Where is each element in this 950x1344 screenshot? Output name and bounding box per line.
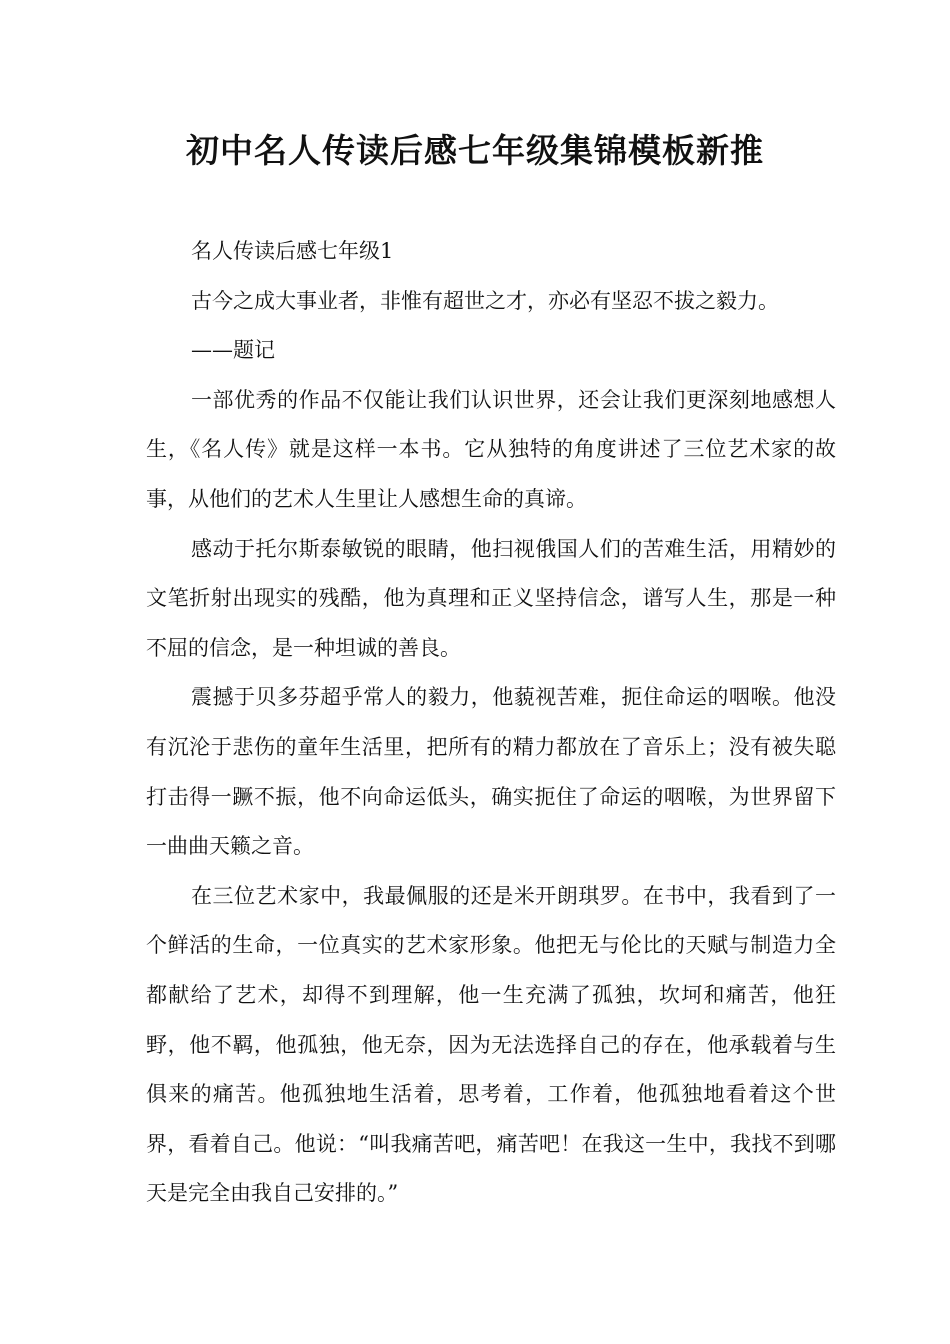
body-paragraph: 一部优秀的作品不仅能让我们认识世界，还会让我们更深刻地感想人生，《名人传》就是这样一本书。它从独特的角度讲述了三位艺术家的故事，从他们的艺术人生里让人感想生命的真谛。	[146, 387, 836, 511]
document-title: 初中名人传读后感七年级集锦模板新推	[186, 131, 764, 170]
epigraph-attribution: ——题记	[191, 338, 275, 363]
epigraph-quote: 古今之成大事业者，非惟有超世之才，亦必有坚忍不拔之毅力。	[191, 288, 779, 313]
body-paragraph: 震撼于贝多芬超乎常人的毅力，他藐视苦难，扼住命运的咽喉。他没有沉沦于悲伤的童年生活里，把所有的精力都放在了音乐上；没有被失聪打击得一蹶不振，他不向命运低头，确实扼住了命运的咽喉，为世界留下一曲曲天籁之音。	[146, 685, 836, 859]
document-body	[146, 227, 836, 1219]
body-paragraph: 感动于托尔斯泰敏锐的眼睛，他扫视俄国人们的苦难生活，用精妙的文笔折射出现实的残酷，他为真理和正义坚持信念，谱写人生，那是一种不屈的信念，是一种坦诚的善良。	[146, 536, 836, 660]
body-paragraph: 在三位艺术家中，我最佩服的还是米开朗琪罗。在书中，我看到了一个鲜活的生命，一位真实的艺术家形象。他把无与伦比的天赋与制造力全都献给了艺术，却得不到理解，他一生充满了孤独，坎坷和痛苦，他狂野，他不羁，他孤独，他无奈，因为无法选择自己的存在，他承载着与生俱来的痛苦。他孤独地生活着，思考着，工作着，他孤独地看着这个世界，看着自己。他说：“叫我痛苦吧，痛苦吧！在我这一生中，我找不到哪天是完全由我自己安排的。”	[146, 883, 836, 1206]
section-heading: 名人传读后感七年级1	[191, 239, 394, 263]
